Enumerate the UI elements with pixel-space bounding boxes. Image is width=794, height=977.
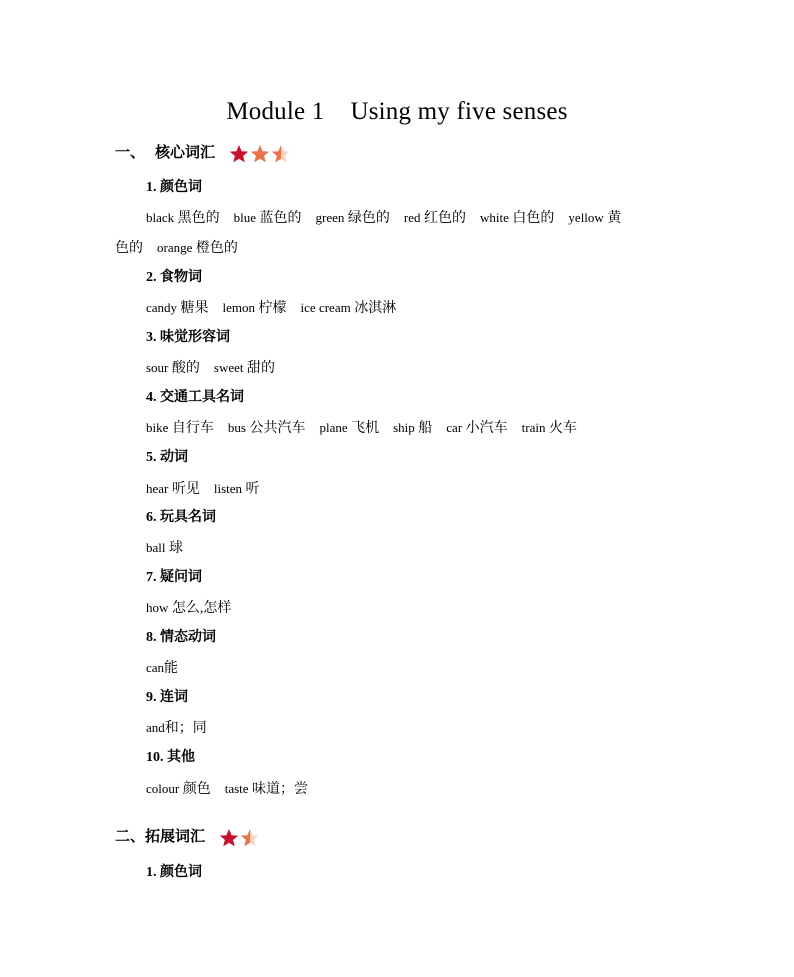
module-number: Module 1 xyxy=(226,98,325,125)
group-heading: 3. 味觉形容词 xyxy=(146,330,230,345)
vocab-line xyxy=(146,418,577,439)
module-topic: Using my five senses xyxy=(350,98,568,125)
vocab-item: ball 球 xyxy=(146,540,183,556)
vocab-item: train 火车 xyxy=(521,420,577,436)
vocab-line xyxy=(146,358,275,379)
group-heading: 6. 玩具名词 xyxy=(146,510,216,525)
half-star-icon xyxy=(271,144,291,163)
vocab-item: listen 听 xyxy=(213,481,260,497)
group-heading: 1. 颜色词 xyxy=(146,865,202,880)
vocab-item: and和；同 xyxy=(146,720,207,736)
section-heading-core-vocabulary xyxy=(115,143,292,163)
vocab-line xyxy=(146,298,396,319)
difficulty-stars xyxy=(219,828,261,847)
page-title xyxy=(0,96,794,128)
group-heading: 10. 其他 xyxy=(146,750,195,765)
vocab-item: can能 xyxy=(146,660,179,676)
half-star-icon xyxy=(240,828,260,847)
group-heading: 2. 食物词 xyxy=(146,270,202,285)
vocab-item: blue 蓝色的 xyxy=(233,210,302,226)
star-icon xyxy=(229,144,249,163)
vocab-item: lemon 柠檬 xyxy=(222,300,287,316)
vocab-item: candy 糖果 xyxy=(146,300,209,316)
vocab-item: ice cream 冰淇淋 xyxy=(300,300,397,316)
vocab-item: yellow 黄 xyxy=(568,210,622,226)
group-heading: 4. 交通工具名词 xyxy=(146,390,244,405)
vocab-line xyxy=(146,538,183,559)
difficulty-stars xyxy=(229,144,292,163)
group-heading: 9. 连词 xyxy=(146,690,188,705)
section-label: 核心词汇 xyxy=(155,145,216,161)
vocab-item: car 小汽车 xyxy=(446,420,508,436)
vocab-item: orange 橙色的 xyxy=(157,240,238,256)
vocab-line xyxy=(146,718,207,739)
vocab-item: red 红色的 xyxy=(403,210,467,226)
group-heading: 8. 情态动词 xyxy=(146,630,216,645)
vocab-item: black 黑色的 xyxy=(146,210,220,226)
section-number: 二、 xyxy=(115,829,146,845)
vocab-item: 色的 xyxy=(115,241,143,256)
vocab-item: bus 公共汽车 xyxy=(227,420,306,436)
vocab-line xyxy=(146,598,231,619)
section-label: 拓展词汇 xyxy=(145,829,206,845)
vocab-item: ship 船 xyxy=(393,420,433,436)
vocab-line xyxy=(146,479,260,500)
star-icon xyxy=(250,144,270,163)
vocab-line xyxy=(146,208,621,229)
vocab-item: sweet 甜的 xyxy=(213,360,275,376)
vocab-item: green 绿色的 xyxy=(315,210,390,226)
vocab-item: bike 自行车 xyxy=(146,420,214,436)
star-icon xyxy=(219,828,239,847)
vocab-item: hear 听见 xyxy=(146,481,200,497)
vocab-item: taste 味道；尝 xyxy=(224,781,309,797)
vocab-line xyxy=(146,658,178,679)
vocab-line xyxy=(115,238,238,259)
group-heading: 1. 颜色词 xyxy=(146,180,202,195)
vocab-item: sour 酸的 xyxy=(146,360,200,376)
group-heading: 5. 动词 xyxy=(146,450,188,465)
vocab-item: plane 飞机 xyxy=(319,420,380,436)
vocab-item: how 怎么,怎样 xyxy=(146,600,232,616)
vocab-item: white 白色的 xyxy=(480,210,555,226)
vocab-item: colour 颜色 xyxy=(146,781,211,797)
group-heading: 7. 疑问词 xyxy=(146,570,202,585)
section-number: 一、 xyxy=(115,145,146,161)
section-heading-extended-vocabulary xyxy=(115,827,261,847)
vocab-line xyxy=(146,779,308,800)
